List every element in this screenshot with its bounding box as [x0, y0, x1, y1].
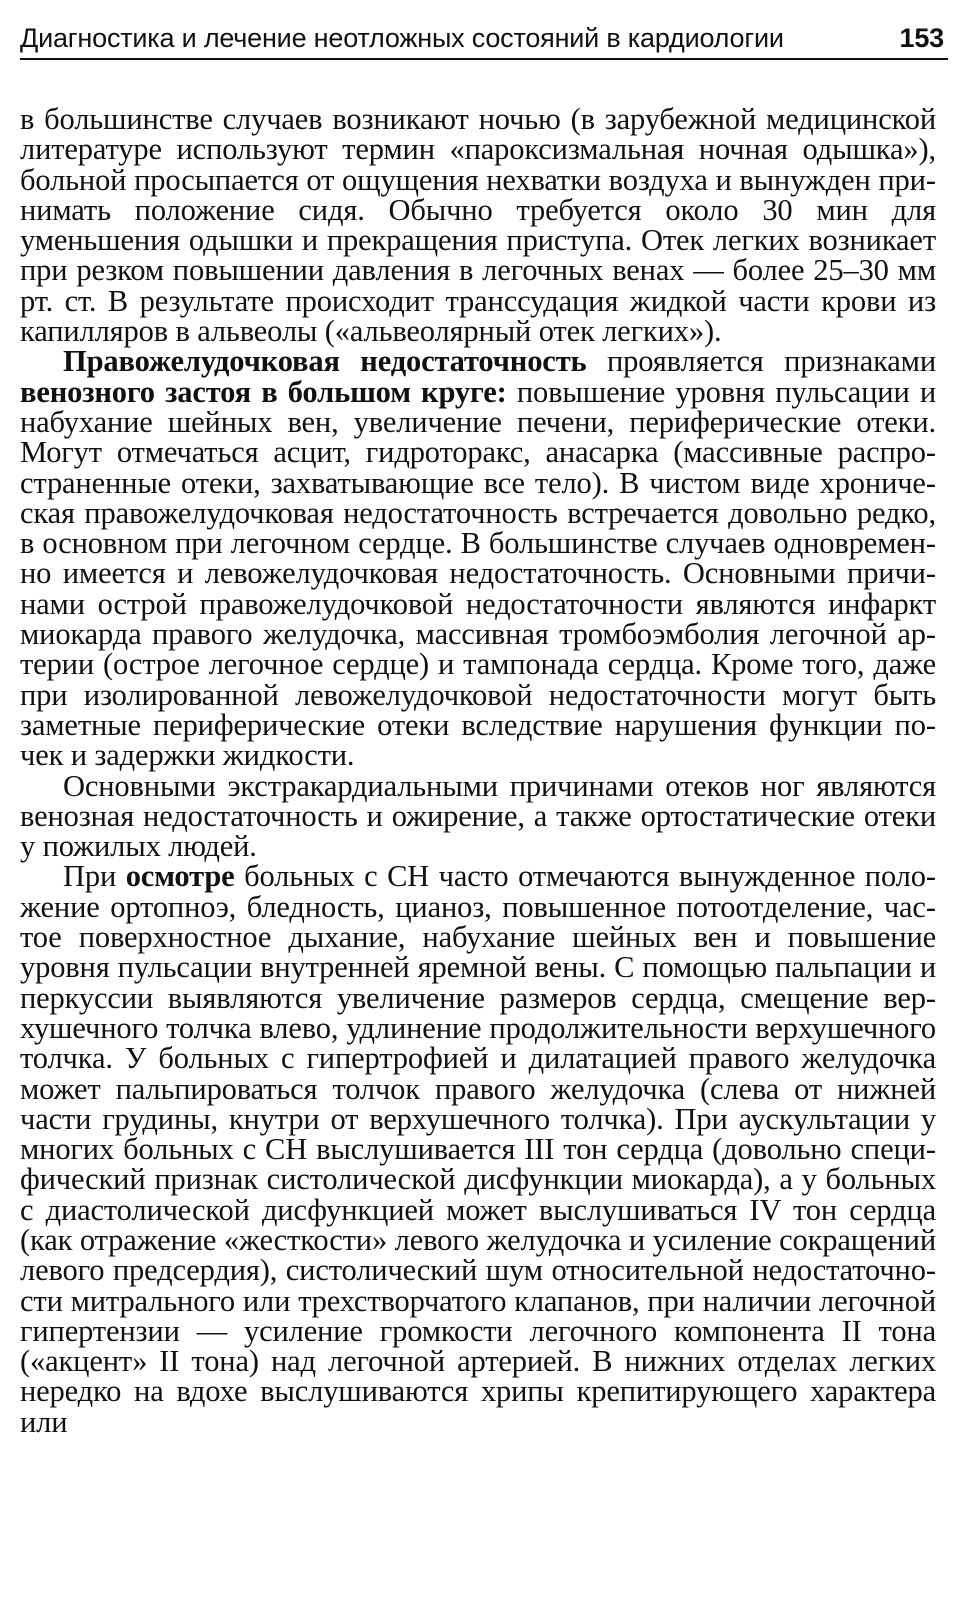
page-number: 153 [899, 23, 944, 53]
chapter-title: Диагностика и лечение неотложных состояний в кардиологии [20, 23, 784, 53]
term-right-ventricular-failure: Правожелудочковая недостаточность [63, 344, 587, 379]
body-text [20, 104, 936, 1437]
running-header [20, 18, 948, 60]
term-systemic-venous-congestion: венозного застоя в большом круге: [20, 374, 507, 409]
paragraph-text: больных с СН часто отмечаются вынужденное положение ортопноэ, бледность, цианоз, повышенное потоотделение, частое поверхностное дыхание, набухание шейных вен и повышение уровня пульсации внутренней яремной вены. С помощью пальпации и перкуссии выявляются увеличение размеров сердца, смещение верхушечного толчка влево, удлинение продолжительности верхушечного толчка. У больных с гипертрофией и дилатацией правого желудочка может пальпироваться толчок правого желудочка (слева от нижней части грудины, кнутри от верхушечного толчка). При аускультации у многих больных с СН выслушивается III тон сердца (довольно специфический признак систолической дисфункции миокарда), а у больных с диастолической дисфункцией может выслушиваться IV тон сердца (как отражение «жесткости» левого желудочка и усиление сокращений левого предсердия), систолический шум относительной недостаточности митрального или трехстворчатого клапанов, при наличии легочной гипертензии — усиление громкости легочного компонента II тона («акцент» II тона) над легочной артерией. В нижних отделах легких нередко на вдохе выслушиваются хрипы крепитирующего характера или [20, 859, 936, 1439]
paragraph-right-ventricular-failure [20, 344, 936, 773]
paragraph-text: При [63, 859, 126, 894]
paragraph-extracardiac-edema [20, 768, 936, 864]
paragraph-text: в большинстве случаев возникают ночью (в зарубежной медицинской литературе используют термин «пароксизмальная ночная одышка»), больной просыпается от ощущения нехватки воздуха и вынужден принимать положение сидя. Обычно требуется около 30 мин для уменьшения одышки и прекращения приступа. Отек легких возникает при резком повышении давления в легочных венах — более 25–30 мм рт. ст. В результате происходит транссудация жидкой части крови из капилляров в альвеолы («альвеолярный отек легких»). [20, 102, 936, 349]
paragraph-examination [20, 861, 936, 1437]
paragraph-text: Основными экстракардиальными причинами отеков ног являются венозная недостаточность и ожирение, а также ортостатические отеки у пожилых людей. [20, 768, 936, 864]
paragraph-continuation [20, 102, 936, 349]
paragraph-text: повышение уровня пульсации и набухание шейных вен, увеличение печени, периферические отеки. Могут отмечаться асцит, гидроторакс, анасарка (массивные распространенные отеки, захватывающие все тело). В чистом виде хроническая правожелудочковая недостаточность встречается довольно редко, в основном при легочном сердце. В большинстве случаев одновременно имеется и левожелудочковая недостаточность. Основными причинами острой правожелудочковой недостаточности являются инфаркт миокарда правого желудочка, массивная тромбоэмболия легочной артерии (острое легочное сердце) и тампонада сердца. Кроме того, даже при изолированной левожелудочковой недостаточности могут быть заметные периферические отеки вследствие нарушения функции почек и задержки жидкости. [20, 374, 936, 773]
term-examination: осмотре [125, 859, 235, 894]
paragraph-text: проявляется признаками [586, 344, 936, 379]
